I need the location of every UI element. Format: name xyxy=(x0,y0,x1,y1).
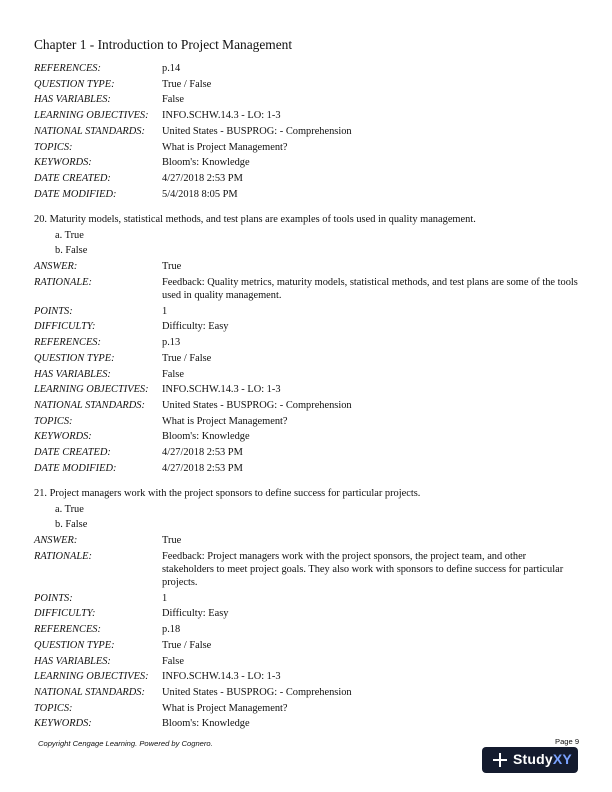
field-row xyxy=(34,591,579,607)
field-label: REFERENCES: xyxy=(34,63,101,74)
field-row xyxy=(34,92,579,108)
field-label: DATE CREATED: xyxy=(34,447,111,459)
field-row xyxy=(34,171,579,187)
field-row xyxy=(34,445,579,461)
field-value: Bloom's: Knowledge xyxy=(162,157,250,169)
field-row xyxy=(34,606,579,622)
field-label: DATE MODIFIED: xyxy=(34,462,117,474)
field-row xyxy=(34,351,579,367)
field-label: RATIONALE: xyxy=(34,276,92,288)
field-value: Difficulty: Easy xyxy=(162,608,229,620)
field-row xyxy=(34,685,579,701)
field-row xyxy=(34,654,579,670)
field-label: HAS VARIABLES: xyxy=(34,94,111,106)
field-row xyxy=(34,461,579,477)
field-value: INFO.SCHW.14.3 - LO: 1-3 xyxy=(162,110,281,122)
option-false: b. False xyxy=(55,245,88,257)
rationale-value: Feedback: Quality metrics, maturity models, statistical methods, and test plans are some of the tools used in quality management. xyxy=(162,277,578,302)
field-value: INFO.SCHW.14.3 - LO: 1-3 xyxy=(162,384,281,396)
field-value: United States - BUSPROG: - Comprehension xyxy=(162,686,352,698)
question-21 xyxy=(34,486,594,533)
field-label: DATE CREATED: xyxy=(34,172,111,184)
badge-label xyxy=(513,751,572,767)
field-value: True / False xyxy=(162,639,212,651)
field-label: DATE MODIFIED: xyxy=(34,188,117,200)
field-row xyxy=(34,549,579,591)
field-value: 1 xyxy=(162,305,168,317)
question-21-fields xyxy=(34,533,579,732)
field-value: Difficulty: Easy xyxy=(162,321,229,333)
footer-copyright: Copyright Cengage Learning. Powered by Cognero. xyxy=(38,739,213,748)
field-value: p.13 xyxy=(162,337,181,349)
field-row xyxy=(34,319,579,335)
field-value: What is Project Management? xyxy=(162,141,288,153)
field-label: TOPICS: xyxy=(34,141,73,153)
field-row xyxy=(34,716,579,732)
field-value: True / False xyxy=(162,352,212,364)
badge-text-main: Study xyxy=(513,751,553,767)
plus-icon xyxy=(491,751,509,769)
field-value: What is Project Management? xyxy=(162,702,288,714)
field-value: p.18 xyxy=(162,624,181,636)
field-row xyxy=(34,140,579,156)
field-label: ANSWER: xyxy=(34,535,78,546)
field-row xyxy=(34,155,579,171)
question-20-fields xyxy=(34,259,579,476)
field-row xyxy=(34,259,579,275)
field-label: LEARNING OBJECTIVES: xyxy=(34,110,149,122)
field-row xyxy=(34,335,579,351)
field-label: TOPICS: xyxy=(34,415,73,427)
badge-text-accent: XY xyxy=(552,751,572,767)
field-label: QUESTION TYPE: xyxy=(34,639,115,651)
field-label: QUESTION TYPE: xyxy=(34,352,115,364)
field-row xyxy=(34,414,579,430)
field-label: NATIONAL STANDARDS: xyxy=(34,686,145,698)
field-row xyxy=(34,669,579,685)
field-value: False xyxy=(162,655,184,667)
field-label: KEYWORDS: xyxy=(34,718,92,730)
field-row xyxy=(34,187,579,203)
field-label: ANSWER: xyxy=(34,261,78,272)
option-false: b. False xyxy=(55,519,88,531)
field-label: TOPICS: xyxy=(34,702,73,714)
field-label: HAS VARIABLES: xyxy=(34,368,111,380)
field-value: True / False xyxy=(162,78,212,90)
field-row xyxy=(34,398,579,414)
field-row xyxy=(34,124,579,140)
field-value: 4/27/2018 2:53 PM xyxy=(162,172,243,184)
field-label: DIFFICULTY: xyxy=(34,321,96,333)
field-label: POINTS: xyxy=(34,592,73,604)
field-row xyxy=(34,275,579,304)
field-row xyxy=(34,367,579,383)
field-label: KEYWORDS: xyxy=(34,157,92,169)
field-row xyxy=(34,61,579,77)
field-value: False xyxy=(162,368,184,380)
field-label: KEYWORDS: xyxy=(34,431,92,443)
field-label: HAS VARIABLES: xyxy=(34,655,111,667)
field-value: INFO.SCHW.14.3 - LO: 1-3 xyxy=(162,671,281,683)
field-row xyxy=(34,533,579,549)
field-row xyxy=(34,108,579,124)
studyxy-badge[interactable] xyxy=(482,747,578,773)
field-row xyxy=(34,701,579,717)
field-row xyxy=(34,382,579,398)
field-value: 4/27/2018 2:53 PM xyxy=(162,447,243,459)
top-metadata-block xyxy=(34,61,579,202)
field-value: True xyxy=(162,535,182,546)
field-value: p.14 xyxy=(162,63,181,74)
field-label: QUESTION TYPE: xyxy=(34,78,115,90)
field-value: Bloom's: Knowledge xyxy=(162,431,250,443)
field-row xyxy=(34,77,579,93)
field-value: United States - BUSPROG: - Comprehension xyxy=(162,399,352,411)
footer-page-number: Page 9 xyxy=(555,737,580,746)
field-row xyxy=(34,622,579,638)
field-value: United States - BUSPROG: - Comprehension xyxy=(162,125,352,137)
option-true: a. True xyxy=(55,503,84,515)
field-label: REFERENCES: xyxy=(34,337,101,349)
rationale-value: Feedback: Project managers work with the project sponsors, the project team, and other stakeholders to meet project goals. They also work with sponsors to define success for particular projects. xyxy=(162,551,564,589)
question-text: 21. Project managers work with the project sponsors to define success for particular projects. xyxy=(34,488,421,499)
field-row xyxy=(34,304,579,320)
field-value: What is Project Management? xyxy=(162,415,288,427)
field-label: REFERENCES: xyxy=(34,624,101,636)
field-label: LEARNING OBJECTIVES: xyxy=(34,671,149,683)
field-value: Bloom's: Knowledge xyxy=(162,718,250,730)
question-text: 20. Maturity models, statistical methods, and test plans are examples of tools used in quality management. xyxy=(34,214,476,225)
field-label: NATIONAL STANDARDS: xyxy=(34,399,145,411)
field-label: DIFFICULTY: xyxy=(34,608,96,620)
field-value: 1 xyxy=(162,592,168,604)
field-value: 4/27/2018 2:53 PM xyxy=(162,462,243,474)
field-value: False xyxy=(162,94,184,106)
option-true: a. True xyxy=(55,229,84,241)
field-value: 5/4/2018 8:05 PM xyxy=(162,188,238,200)
field-value: True xyxy=(162,261,182,272)
question-20 xyxy=(34,212,594,259)
field-row xyxy=(34,429,579,445)
field-label: RATIONALE: xyxy=(34,550,92,562)
chapter-title: Chapter 1 - Introduction to Project Management xyxy=(34,37,293,52)
field-label: POINTS: xyxy=(34,305,73,317)
field-row xyxy=(34,638,579,654)
field-label: LEARNING OBJECTIVES: xyxy=(34,384,149,396)
field-label: NATIONAL STANDARDS: xyxy=(34,125,145,137)
